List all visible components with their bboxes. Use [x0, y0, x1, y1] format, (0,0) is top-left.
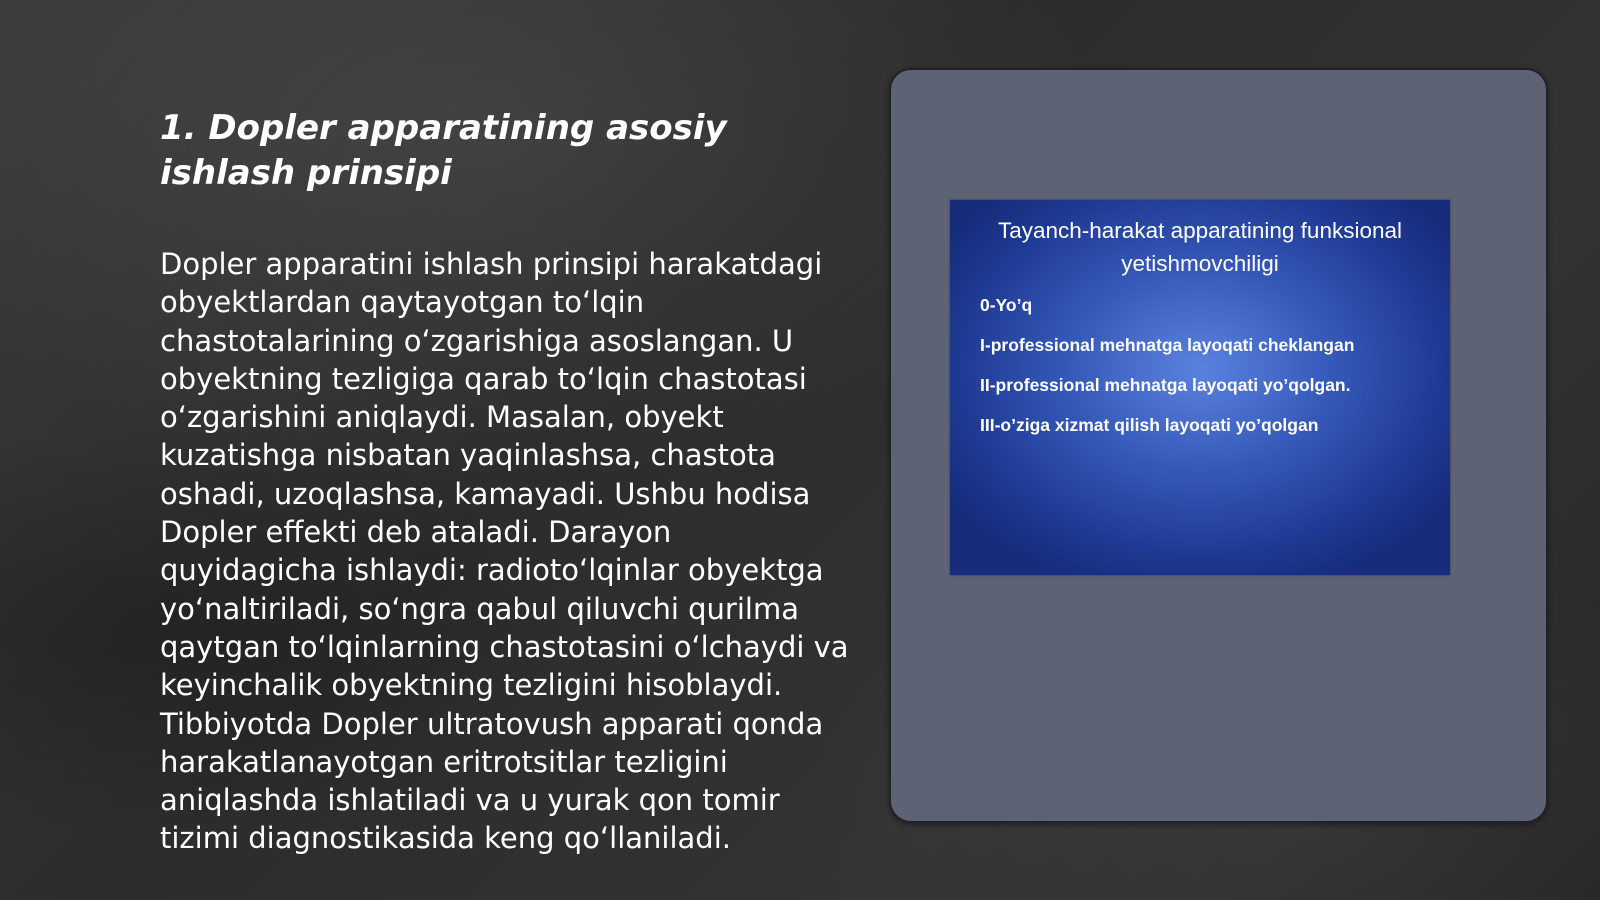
list-item: I-professional mehnatga layoqati cheklangan	[980, 335, 1355, 355]
embedded-slide-image	[950, 200, 1450, 575]
embedded-slide-list	[980, 285, 1354, 445]
list-item: 0-Yo’q	[980, 295, 1033, 315]
list-item: III-o’ziga xizmat qilish layoqati yo’qolgan	[980, 415, 1319, 435]
slide-title: 1. Dopler apparatining asosiy ishlash prinsipi	[160, 108, 727, 193]
slide-body-text: Dopler apparatini ishlash prinsipi harakatdagi obyektlardan qaytayotgan to‘lqin chastotalarining o‘zgarishiga asoslangan. U obyektning tezligiga qarab to‘lqin chastotasi o‘zgarishini aniqlaydi. Masalan, obyekt kuzatishga nisbatan yaqinlashsa, chastota oshadi, uzoqlashsa, kamayadi. Ushbu hodisa Dopler effekti deb ataladi. Darayon quyidagicha ishlaydi: radioto‘lqinlar obyektga yo‘naltiriladi, so‘ngra qabul qiluvchi qurilma qaytgan to‘lqinlarning chastotasini o‘lchaydi va keyinchalik obyektning tezligini hisoblaydi. Tibbiyotda Dopler ultratovush apparati qonda harakatlanayotgan eritrotsitlar tezligini aniqlashda ishlatiladi va u yurak qon tomir tizimi diagnostikasida keng qo‘llaniladi.	[160, 247, 849, 856]
embedded-slide-title: Tayanch-harakat apparatining funksional yetishmovchiligi	[997, 218, 1402, 276]
list-item: II-professional mehnatga layoqati yo’qolgan.	[980, 375, 1351, 395]
